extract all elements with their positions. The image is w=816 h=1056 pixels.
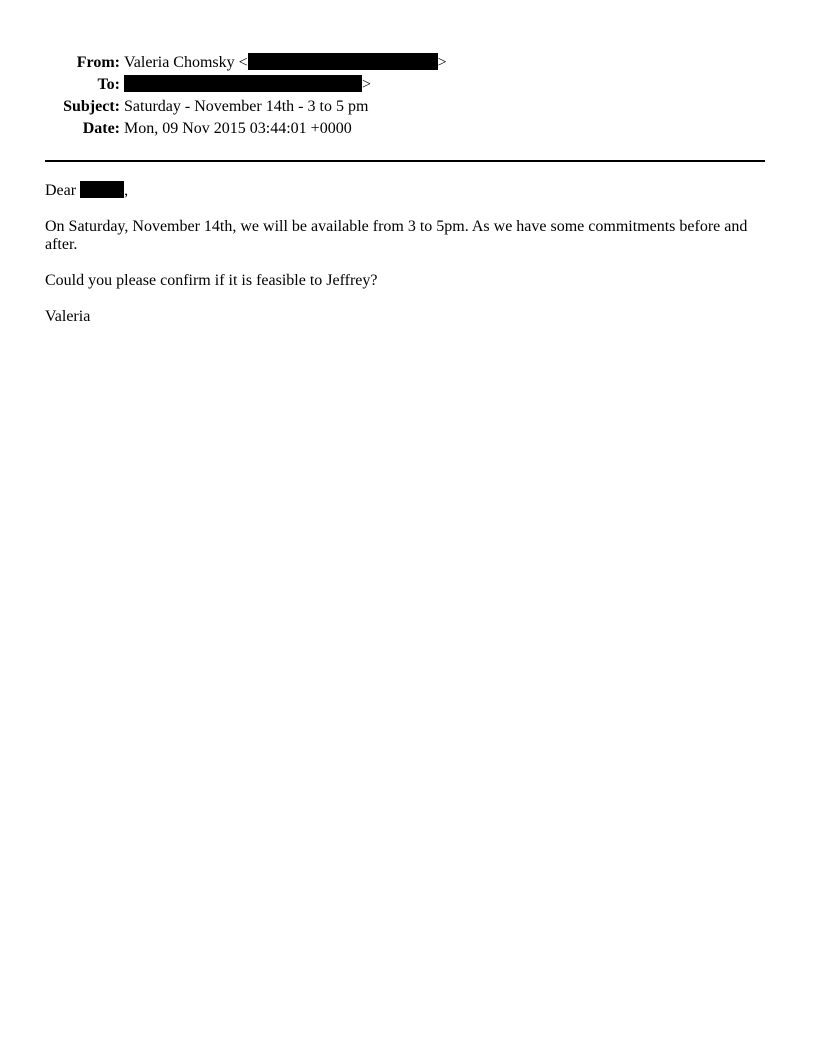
redacted-recipient-name [80, 181, 124, 198]
subject-label: Subject: [63, 98, 120, 115]
from-close: > [437, 54, 447, 71]
to-value [124, 74, 371, 96]
body-paragraph-1: On Saturday, November 14th, we will be available from 3 to 5pm. As we have some commitments before and after. [45, 218, 748, 253]
redacted-to-address [124, 75, 362, 92]
subject-value: Saturday - November 14th - 3 to 5 pm [124, 98, 369, 115]
to-close: > [362, 76, 372, 93]
body-paragraph-2: Could you please confirm if it is feasible to Jeffrey? [45, 272, 378, 289]
greeting-prefix: Dear [45, 182, 81, 199]
to-label: To: [97, 76, 120, 93]
from-label: From: [76, 54, 120, 71]
email-body [45, 181, 765, 344]
from-value [124, 52, 447, 74]
date-row [0, 118, 816, 140]
date-value: Mon, 09 Nov 2015 03:44:01 +0000 [124, 120, 352, 137]
email-headers [0, 52, 816, 140]
header-divider [45, 160, 765, 162]
redacted-from-email [248, 53, 438, 70]
greeting-suffix: , [124, 182, 129, 199]
date-label: Date: [82, 120, 120, 137]
to-row [0, 74, 816, 96]
from-row [0, 52, 816, 74]
greeting [45, 181, 765, 200]
subject-row [0, 96, 816, 118]
from-name: Valeria Chomsky < [124, 54, 248, 71]
signature: Valeria [45, 308, 91, 325]
